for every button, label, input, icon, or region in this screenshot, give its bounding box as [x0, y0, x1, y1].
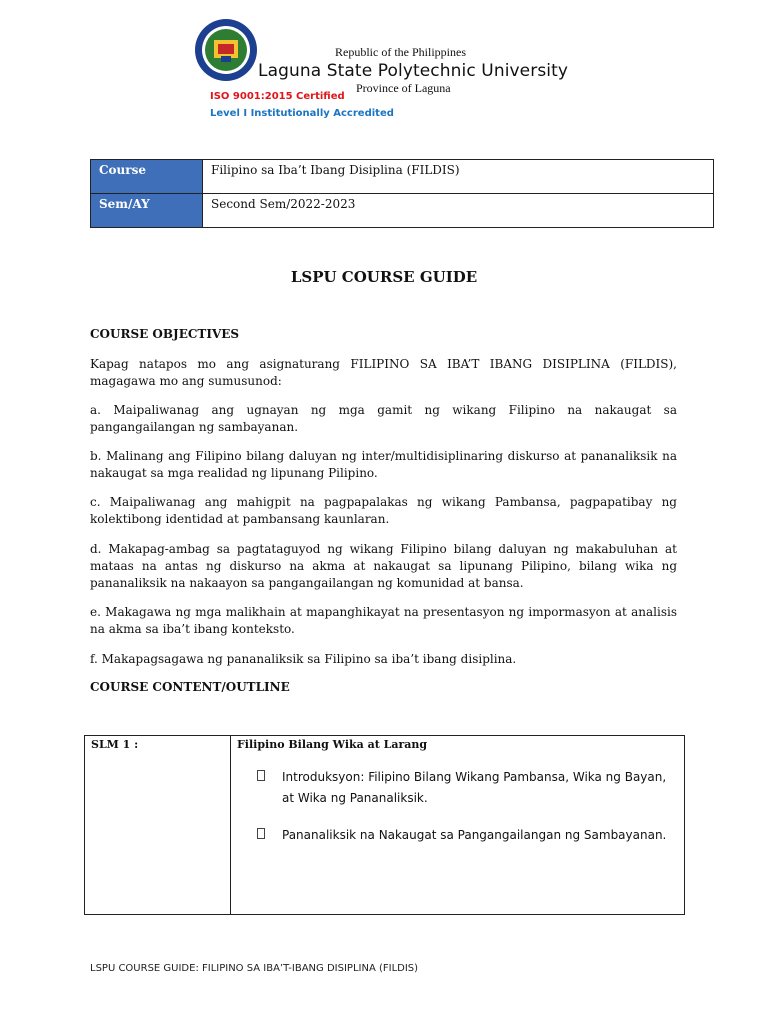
bullet-text: Pananaliksik na Nakaugat sa Pangangailangan ng Sambayanan. — [282, 828, 667, 842]
table-row — [91, 160, 714, 194]
content-heading: COURSE CONTENT/OUTLINE — [90, 680, 290, 694]
sem-ay-label: Sem/AY — [91, 194, 203, 228]
slm-label: SLM 1 : — [91, 738, 139, 751]
objectives-heading: COURSE OBJECTIVES — [90, 327, 240, 341]
republic-text: Republic of the Philippines — [335, 45, 466, 59]
objectives-intro: Kapag natapos mo ang asignaturang FILIPINO SA IBA’T IBANG DISIPLINA (FILDIS), magagawa mo ang sumusunod: — [90, 357, 677, 388]
bullet-text: Introduksyon: Filipino Bilang Wikang Pambansa, Wika ng Bayan, at Wika ng Pananaliksik. — [282, 770, 667, 805]
slm-table — [84, 735, 685, 915]
list-item — [257, 767, 682, 809]
objective-item-c: c. Maipaliwanag ang mahigpit na pagpapalakas ng wikang Pambansa, pagpapatibay ng kolektibong identidad at pambansang kaunlaran. — [90, 495, 677, 526]
slm-title: Filipino Bilang Wika at Larang — [237, 738, 428, 751]
bullet-icon — [257, 770, 265, 781]
page-footer: LSPU COURSE GUIDE: FILIPINO SA IBA’T-IBANG DISIPLINA (FILDIS) — [90, 963, 419, 974]
page-title: LSPU COURSE GUIDE — [290, 268, 478, 286]
objective-item-a: a. Maipaliwanag ang ugnayan ng mga gamit ng wikang Filipino na nakaugat sa pangangailangan ng sambayanan. — [90, 403, 677, 434]
column-divider — [230, 736, 231, 914]
accreditation-text: Level I Institutionally Accredited — [210, 108, 394, 119]
course-label: Course — [91, 160, 203, 194]
sem-ay-value: Second Sem/2022-2023 — [203, 194, 714, 228]
iso-certification: ISO 9001:2015 Certified — [210, 91, 345, 102]
objective-item-f: f. Makapagsagawa ng pananaliksik sa Filipino sa iba’t ibang disiplina. — [90, 652, 517, 666]
university-name: Laguna State Polytechnic University — [258, 61, 569, 81]
table-row — [91, 194, 714, 228]
province-text: Province of Laguna — [356, 81, 451, 95]
bullet-icon — [257, 828, 265, 839]
university-seal-logo — [194, 16, 258, 84]
objective-item-e: e. Makagawa ng mga malikhain at mapanghikayat na presentasyon ng impormasyon at analisis na akma sa iba’t ibang konteksto. — [90, 605, 677, 636]
course-info-table — [90, 159, 714, 228]
list-item — [257, 825, 682, 846]
objective-item-d: d. Makapag-ambag sa pagtataguyod ng wikang Filipino bilang daluyan ng makabuluhan at mataas na antas ng diskurso na akma at nakaugat sa lipunang Pilipino, bilang wika ng pananaliksik na nakaayon sa pangangailangan ng komunidad at bansa. — [90, 542, 677, 590]
course-value: Filipino sa Iba’t Ibang Disiplina (FILDIS) — [203, 160, 714, 194]
objective-item-b: b. Malinang ang Filipino bilang daluyan ng inter/multidisiplinaring diskurso at pananaliksik na nakaugat sa mga realidad ng lipunang Pilipino. — [90, 449, 677, 480]
